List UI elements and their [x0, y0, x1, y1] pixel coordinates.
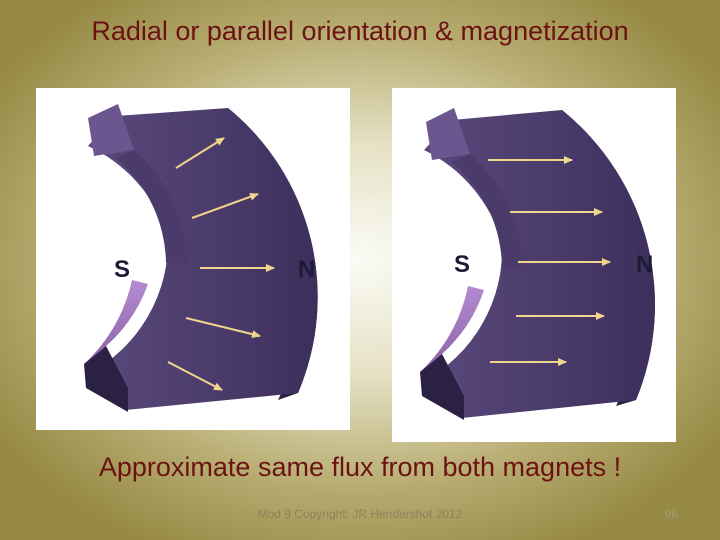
north-pole-label: N [636, 251, 654, 278]
south-pole-label: S [454, 251, 471, 278]
radial-magnet-diagram [36, 88, 350, 430]
slide-footer: Mod 9 Copyright: JR Hendershot 2012 [257, 507, 463, 521]
parallel-magnet-diagram [392, 88, 676, 442]
parallel-magnet-panel [392, 88, 676, 442]
north-pole-label: N [298, 256, 316, 283]
page-number: 96 [664, 507, 678, 521]
slide-title: Radial or parallel orientation & magnetization [91, 16, 629, 46]
radial-magnet-panel [36, 88, 350, 430]
slide-caption: Approximate same flux from both magnets ! [98, 452, 622, 482]
south-pole-label: S [114, 256, 131, 283]
